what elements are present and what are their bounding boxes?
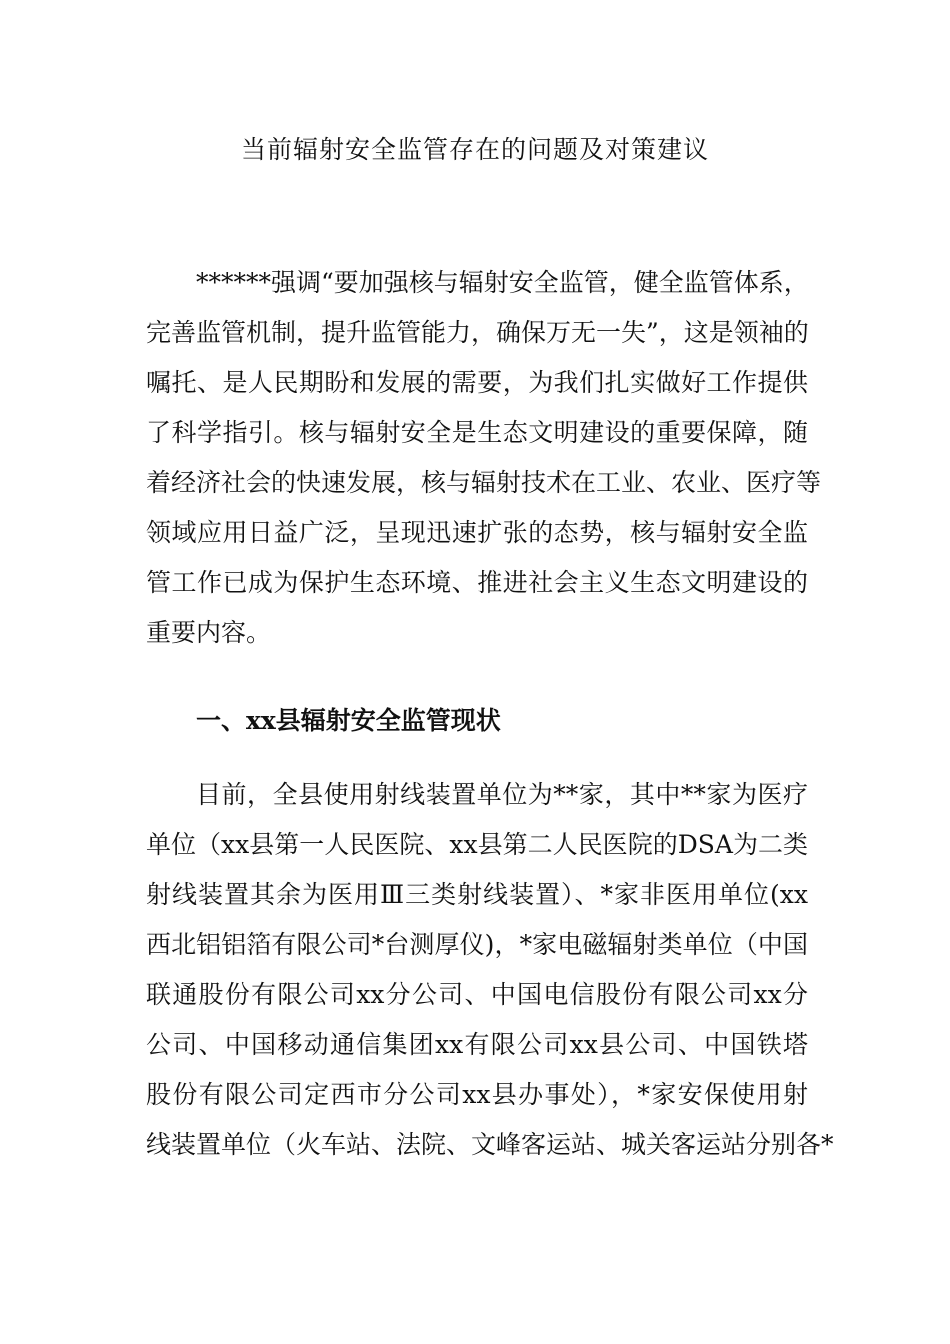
- status-paragraph: [146, 770, 834, 1170]
- section-heading: 一、xx县辐射安全监管现状: [196, 706, 501, 735]
- paragraph-line: 管工作已成为保护生态环境、推进社会主义生态文明建设的: [146, 568, 808, 597]
- paragraph-line: 线装置单位（火车站、法院、文峰客运站、城关客运站分别各*: [146, 1130, 834, 1159]
- paragraph-line: 着经济社会的快速发展，核与辐射技术在工业、农业、医疗等: [146, 468, 822, 497]
- paragraph-line: 股份有限公司定西市分公司xx县办事处），*家安保使用射: [146, 1080, 808, 1109]
- paragraph-line: 公司、中国移动通信集团xx有限公司xx县公司、中国铁塔: [146, 1030, 808, 1059]
- paragraph-line: 完善监管机制，提升监管能力，确保万无一失”，这是领袖的: [146, 318, 809, 347]
- paragraph-line: 射线装置其余为医用Ⅲ三类射线装置）、*家非医用单位(xx: [146, 880, 808, 909]
- paragraph-line: ******强调“要加强核与辐射安全监管，健全监管体系，: [196, 268, 809, 297]
- paragraph-line: 重要内容。: [146, 618, 272, 647]
- intro-paragraph: [146, 258, 822, 658]
- paragraph-line: 目前，全县使用射线装置单位为**家，其中**家为医疗: [196, 780, 808, 809]
- paragraph-line: 领域应用日益广泛，呈现迅速扩张的态势，核与辐射安全监: [146, 518, 808, 547]
- paragraph-line: 西北铝铝箔有限公司*台测厚仪)，*家电磁辐射类单位（中国: [146, 930, 808, 959]
- paragraph-line: 了科学指引。核与辐射安全是生态文明建设的重要保障，随: [146, 418, 808, 447]
- paragraph-line: 嘱托、是人民期盼和发展的需要，为我们扎实做好工作提供: [146, 368, 808, 397]
- paragraph-line: 单位（xx县第一人民医院、xx县第二人民医院的DSA为二类: [146, 830, 808, 859]
- paragraph-line: 联通股份有限公司xx分公司、中国电信股份有限公司xx分: [146, 980, 808, 1009]
- document-title: 当前辐射安全监管存在的问题及对策建议: [240, 135, 709, 164]
